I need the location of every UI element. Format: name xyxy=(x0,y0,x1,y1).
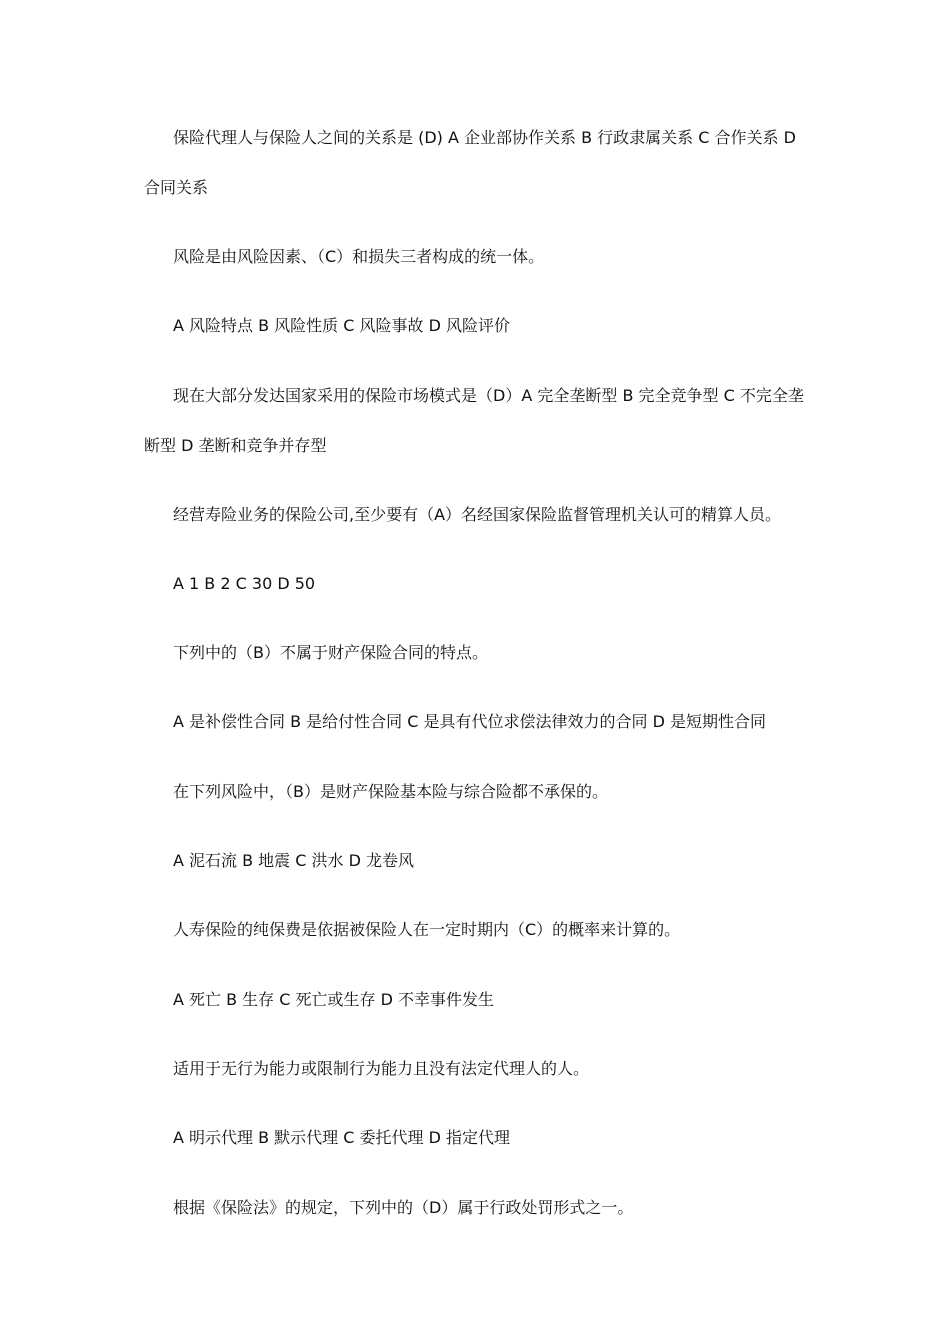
paragraph-options-6: A 泥石流 B 地震 C 洪水 D 龙卷风 xyxy=(173,851,415,870)
paragraph-options-8: A 明示代理 B 默示代理 C 委托代理 D 指定代理 xyxy=(173,1128,511,1147)
paragraph-question-6: 在下列风险中，（B）是财产保险基本险与综合险都不承保的。 xyxy=(173,782,608,801)
paragraph-question-3: 现在大部分发达国家采用的保险市场模式是（D）A 完全垄断型 B 完全竞争型 C 不完全垄断型 D 垄断和竞争并存型 xyxy=(144,386,804,455)
paragraph-question-2: 风险是由风险因素、（C）和损失三者构成的统一体。 xyxy=(173,247,545,266)
paragraph-question-9: 根据《保险法》的规定，下列中的（D）属于行政处罚形式之一。 xyxy=(173,1198,634,1217)
paragraph-question-7: 人寿保险的纯保费是依据被保险人在一定时期内（C）的概率来计算的。 xyxy=(173,920,681,939)
paragraph-question-1: 保险代理人与保险人之间的关系是 (D) A 企业部协作关系 B 行政隶属关系 C 合作关系 D 合同关系 xyxy=(144,128,796,197)
paragraph-question-4: 经营寿险业务的保险公司,至少要有（A）名经国家保险监督管理机关认可的精算人员。 xyxy=(173,505,782,524)
paragraph-question-5: 下列中的（B）不属于财产保险合同的特点。 xyxy=(173,643,488,662)
paragraph-options-4: A 1 B 2 C 30 D 50 xyxy=(173,574,316,593)
paragraph-options-7: A 死亡 B 生存 C 死亡或生存 D 不幸事件发生 xyxy=(173,990,495,1009)
paragraph-options-2: A 风险特点 B 风险性质 C 风险事故 D 风险评价 xyxy=(173,316,511,335)
paragraph-options-5: A 是补偿性合同 B 是给付性合同 C 是具有代位求偿法律效力的合同 D 是短期性合同 xyxy=(173,712,767,731)
paragraph-question-8: 适用于无行为能力或限制行为能力且没有法定代理人的人。 xyxy=(173,1059,590,1078)
